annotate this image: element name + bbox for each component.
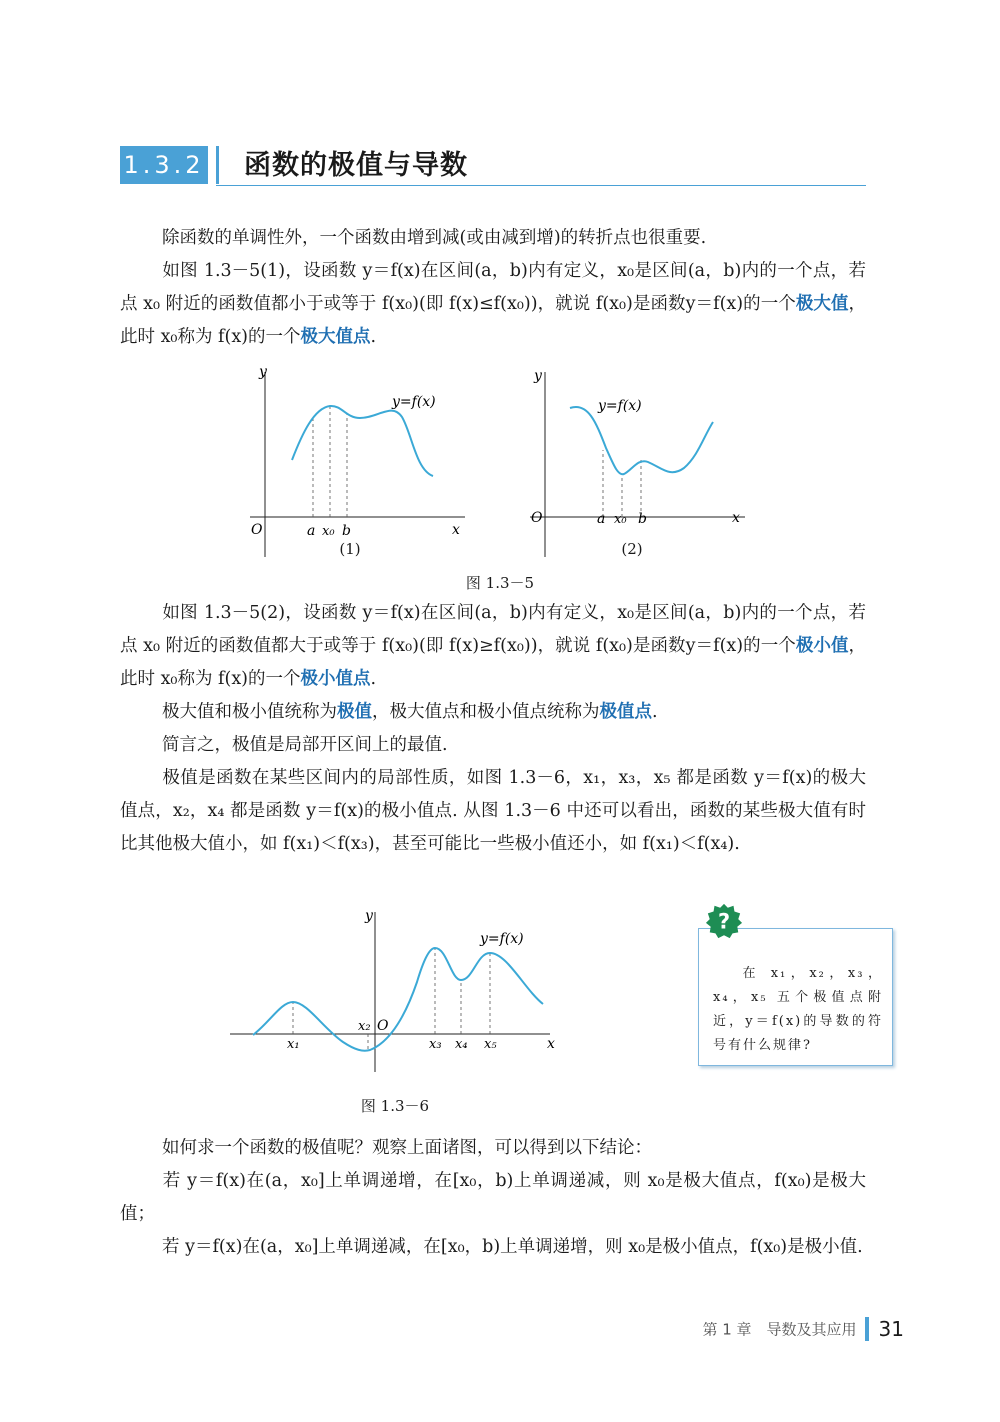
paragraph-extremum-end: . — [652, 702, 658, 722]
tick-x0: x₀ — [322, 524, 335, 539]
term-local-minimum-point: 极小值点 — [300, 669, 371, 689]
curve-maximum — [292, 406, 433, 476]
figure-1-3-5-part-1 — [240, 362, 480, 562]
y-axis-label: y — [259, 364, 267, 380]
chapter-title: 第 1 章 导数及其应用 — [702, 1320, 857, 1339]
x-axis-label: x — [452, 522, 460, 538]
origin-label: O — [251, 522, 263, 538]
paragraph-max-condition — [120, 1165, 866, 1231]
x-axis-label: x — [732, 510, 740, 526]
figure-1-3-6 — [225, 902, 565, 1082]
origin-label: O — [531, 510, 543, 526]
paragraph-min-end: . — [370, 669, 377, 689]
curve-multiple-extrema — [253, 948, 543, 1051]
paragraph-min-text-a: 如图 1.3－5(2)，设函数 y＝f(x)在区间(a，b)内有定义，x₀是区间(a，b)内的一个点，若点 x₀ 附近的函数值都大于或等于 f(x₀)(即 f(x)≥f(x₀))，就说 f(x₀)是函数y＝f(x)的一个 — [120, 603, 866, 656]
paragraph-extremum-terms — [120, 696, 866, 729]
figure-1-3-5-2-svg — [520, 362, 760, 562]
figure-1-3-5-1-svg — [240, 362, 480, 562]
figure-1-3-6-svg — [225, 902, 565, 1082]
paragraph-min-definition — [120, 597, 866, 696]
curve-label: y=f(x) — [392, 394, 436, 410]
subcaption-2: (2) — [621, 540, 643, 558]
paragraph-summary-text: 简言之，极值是局部开区间上的最值. — [162, 735, 448, 755]
term-local-maximum-point: 极大值点 — [300, 327, 371, 347]
origin-label: O — [377, 1018, 389, 1034]
section-number: 1.3.2 — [120, 146, 208, 184]
term-local-maximum: 极大值 — [795, 294, 849, 314]
paragraph-summary — [120, 729, 866, 762]
tick-b: b — [342, 523, 351, 539]
question-text-content: 在 x₁，x₂，x₃，x₄，x₅ 五个极值点附近，y＝f(x)的导数的符号有什么规律? — [713, 966, 883, 1053]
question-text — [713, 962, 883, 1058]
x-axis-label: x — [547, 1036, 555, 1052]
term-extremum-point: 极值点 — [599, 702, 652, 722]
figure-caption-1-3-6: 图 1.3－6 — [360, 1097, 430, 1115]
question-box — [698, 928, 893, 1066]
page-footer — [702, 1317, 904, 1343]
subcaption-1: (1) — [339, 540, 361, 558]
tick-x4: x₄ — [455, 1037, 468, 1052]
curve-minimum — [570, 407, 713, 474]
section-divider — [216, 146, 219, 184]
paragraph-max-text-a: 如图 1.3－5(1)，设函数 y＝f(x)在区间(a，b)内有定义，x₀是区间(a，b)内的一个点，若点 x₀ 附近的函数值都小于或等于 f(x₀)(即 f(x)≤f(x₀))，就说 f(x₀)是函数y＝f(x)的一个 — [120, 261, 866, 314]
paragraph-min-condition-text: 若 y＝f(x)在(a，x₀]上单调递减，在[x₀，b)上单调递增，则 x₀是极小值点，f(x₀)是极小值. — [162, 1237, 863, 1257]
paragraph-intro-text: 除函数的单调性外，一个函数由增到减(或由减到增)的转折点也很重要. — [162, 228, 707, 248]
term-extremum: 极值 — [337, 702, 372, 722]
tick-x1: x₁ — [287, 1037, 300, 1052]
tick-x2: x₂ — [358, 1019, 371, 1034]
paragraph-how-to-find-text: 如何求一个函数的极值呢？观察上面诸图，可以得到以下结论： — [162, 1138, 652, 1158]
figure-caption-1-3-5: 图 1.3－5 — [465, 574, 535, 592]
paragraph-extremum-text-a: 极大值和极小值统称为 — [162, 702, 337, 722]
figure-1-3-5-part-2 — [520, 362, 760, 562]
page-number: 31 — [878, 1317, 904, 1341]
tick-b: b — [638, 511, 647, 527]
footer-divider — [865, 1317, 869, 1341]
question-mark-icon — [705, 902, 743, 940]
tick-a: a — [307, 523, 316, 539]
paragraph-local-property-text: 极值是函数在某些区间内的局部性质，如图 1.3－6，x₁，x₃，x₅ 都是函数 y＝f(x)的极大值点，x₂，x₄ 都是函数 y＝f(x)的极小值点. 从图 1.3－6 中还可以看出，函数的某些极大值有时比其他极大值小，如 f(x₁)＜f(x₃)，甚至可能比一些极小值还小，如 f(x₁)＜f(x₄). — [120, 768, 866, 854]
paragraph-how-to-find — [120, 1132, 866, 1165]
y-axis-label: y — [365, 908, 373, 924]
tick-x5: x₅ — [484, 1037, 497, 1052]
paragraph-intro — [120, 222, 866, 255]
paragraph-local-property — [120, 762, 866, 861]
paragraph-extremum-text-b: ，极大值点和极小值点统称为 — [372, 702, 600, 722]
paragraph-max-text-b: ，此时 x₀称为 f(x)的一个 — [120, 294, 866, 347]
section-heading — [120, 146, 866, 186]
curve-label: y=f(x) — [480, 931, 524, 947]
paragraph-min-text-b: ，此时 x₀称为 f(x)的一个 — [120, 636, 866, 689]
svg-text:?: ? — [717, 909, 731, 934]
tick-x0: x₀ — [614, 512, 627, 527]
term-local-minimum: 极小值 — [795, 636, 849, 656]
paragraph-min-condition — [120, 1231, 866, 1264]
curve-label: y=f(x) — [598, 398, 642, 414]
tick-a: a — [597, 511, 606, 527]
paragraph-max-end: . — [370, 327, 377, 347]
tick-x3: x₃ — [429, 1037, 442, 1052]
section-title: 函数的极值与导数 — [244, 150, 468, 181]
section-underline — [216, 185, 866, 186]
y-axis-label: y — [534, 368, 542, 384]
paragraph-max-definition — [120, 255, 866, 354]
paragraph-max-condition-text: 若 y＝f(x)在(a，x₀]上单调递增，在[x₀，b)上单调递减，则 x₀是极大值点，f(x₀)是极大值； — [120, 1171, 866, 1224]
